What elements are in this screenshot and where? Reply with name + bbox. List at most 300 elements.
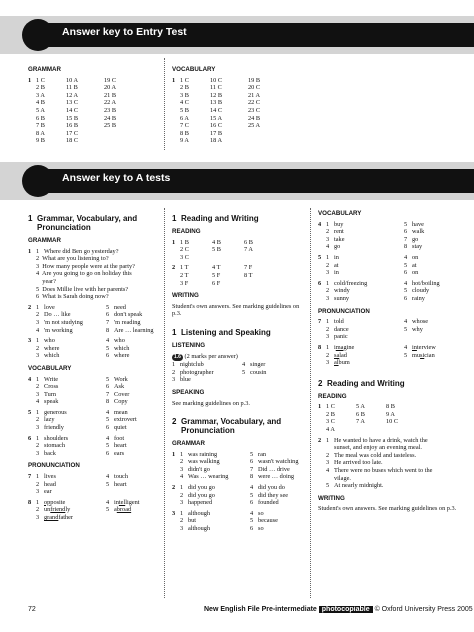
answer-cell [212, 254, 244, 262]
answer-row [28, 99, 158, 107]
answer-cell: 6 [404, 294, 408, 302]
answer-cell: 4 [326, 243, 330, 251]
answer-cell [404, 333, 412, 341]
answer-cell: 2 C [180, 246, 189, 254]
answer-cell [248, 137, 282, 145]
answer-cell [28, 130, 36, 138]
answer-cell: 7 A [356, 418, 365, 426]
grammar-heading: GRAMMAR [172, 440, 205, 448]
answer-row [318, 411, 458, 419]
answer-cell [318, 228, 326, 236]
answer-cell: 11 C [210, 84, 222, 92]
answer-cell: 2 [326, 228, 330, 236]
answer-row [28, 107, 158, 115]
entry-vocabulary [172, 66, 302, 145]
answer-cell [318, 411, 326, 419]
copyright: © Oxford University Press 2005 [374, 606, 473, 613]
answer-cell: which [44, 352, 60, 360]
answer-list [318, 437, 458, 490]
answer-cell: did they see [258, 491, 289, 499]
pronunciation-heading: PRONUNCIATION [318, 307, 370, 315]
answer-cell: 6 B [36, 114, 45, 122]
answer-row [172, 107, 302, 115]
answer-cell [172, 130, 180, 138]
writing-heading: WRITING [172, 292, 199, 300]
answer-cell: 3 C [326, 418, 335, 426]
section-heading: 1 Listening and Speaking [172, 327, 271, 337]
answer-cell [172, 115, 180, 123]
answer-cell: 2 [36, 442, 40, 450]
divider [310, 208, 311, 598]
answer-list [318, 318, 458, 341]
section-heading: 1 Grammar, Vocabulary, and Pronunciation [28, 214, 138, 232]
speaking-heading: SPEAKING [172, 388, 205, 396]
answer-cell: 7 [404, 235, 408, 243]
section-heading: 2 Reading and Writing [318, 378, 405, 388]
answer-list [318, 280, 458, 303]
answer-cell: cold/freezing [334, 279, 368, 287]
answer-cell: He arrived too late. [334, 459, 383, 467]
answer-cell: 3 [326, 269, 330, 277]
answer-cell [318, 236, 326, 244]
writing-text: Student's own answers. See marking guidelines on p.3. [318, 505, 457, 513]
answer-cell: 6 B [356, 410, 365, 418]
answer-cell [318, 467, 326, 475]
answer-cell [28, 416, 36, 424]
answer-cell [172, 84, 180, 92]
answer-cell: mean [114, 408, 128, 416]
answer-cell: stay [412, 243, 423, 251]
entry-vocab-heading: VOCABULARY [172, 66, 216, 73]
answer-cell: 1 [172, 76, 176, 84]
answer-cell: Are … learning [114, 326, 154, 334]
answer-cell [172, 137, 180, 145]
answer-cell: sunset, and enjoy an evening meal. [334, 444, 422, 452]
answer-cell: 6 [106, 449, 110, 457]
answer-cell: 18 C [66, 137, 79, 145]
answer-cell: year? [36, 277, 56, 285]
column-1 [28, 210, 162, 522]
answer-cell [326, 444, 334, 452]
answer-cell: didn't go [188, 465, 210, 473]
answer-cell [28, 398, 36, 406]
entry-grammar-rows [28, 77, 158, 145]
answer-cell: Do … like [44, 311, 71, 319]
answer-cell: 1 [180, 509, 184, 517]
answer-cell: touch [114, 473, 128, 481]
answer-cell: 4 [250, 509, 254, 517]
answer-cell: 5 [106, 344, 110, 352]
answer-row [172, 280, 306, 288]
audio-track-badge: 1.6 [174, 353, 181, 360]
answer-row: 1 1 Where did Ben go yesterday? [28, 247, 119, 255]
answer-cell: 2 [36, 383, 40, 391]
answer-cell [28, 345, 36, 353]
answer-cell: friendly [44, 424, 64, 432]
answer-cell [104, 137, 138, 145]
answer-cell [28, 424, 36, 432]
answer-cell: 2 [326, 287, 330, 295]
answer-cell: 2 [326, 451, 330, 459]
answer-cell: 6 [318, 279, 322, 287]
answer-cell [172, 517, 180, 525]
answer-cell: 1 C [326, 403, 335, 411]
answer-cell [172, 492, 180, 500]
answer-cell: panic [334, 333, 348, 341]
answer-cell: 4 [326, 467, 330, 475]
answer-list [172, 239, 306, 262]
answer-cell: 1 [172, 450, 176, 458]
answer-cell: At nearly midnight. [334, 482, 384, 490]
answer-list [28, 304, 162, 334]
answer-cell: The meal was cold and tasteless. [334, 451, 417, 459]
answer-cell [318, 482, 326, 490]
answer-cell: lives [44, 473, 56, 481]
answer-cell [172, 499, 180, 507]
answer-cell: 5 [28, 408, 32, 416]
answer-list [172, 264, 306, 287]
answer-cell: vilage. [334, 474, 351, 482]
answer-cell: 4 Are you going to go on holiday this [36, 270, 132, 278]
answer-cell [28, 352, 36, 360]
answer-cell: 8 B [180, 129, 189, 137]
answer-cell: 5 [250, 450, 254, 458]
answer-cell [172, 272, 180, 280]
answer-cell: 2 [172, 264, 176, 272]
answer-cell: 6 [250, 525, 254, 533]
answer-cell: 3 [36, 424, 40, 432]
answer-cell [172, 92, 180, 100]
answer-cell: 2 [28, 303, 32, 311]
answer-cell: 19 C [104, 76, 117, 84]
answer-row [318, 403, 458, 411]
answer-cell: were … doing [258, 473, 295, 481]
answer-cell: 6 [106, 424, 110, 432]
answer-cell [106, 488, 114, 496]
answer-cell [28, 488, 36, 496]
answer-cell: 3 [180, 525, 184, 533]
answer-cell: 1 T [180, 264, 189, 272]
page-number: 72 [28, 606, 36, 613]
answer-cell: don't speak [114, 311, 143, 319]
answer-cell: 8 [106, 326, 110, 334]
answer-list [28, 473, 162, 496]
footer-credit [204, 606, 473, 613]
answer-cell: 13 C [66, 99, 79, 107]
answer-row [318, 452, 458, 460]
answer-cell: 23 C [248, 106, 261, 114]
answer-cell: at [412, 261, 417, 269]
answer-cell: love [44, 303, 55, 311]
answer-row [28, 122, 158, 130]
answer-cell: singer [250, 361, 266, 369]
answer-cell [28, 99, 36, 107]
answer-cell: 4 C [180, 99, 189, 107]
answer-cell: 6 [106, 352, 110, 360]
answer-cell [114, 488, 162, 496]
answer-cell: 4 [180, 473, 184, 481]
answer-row [318, 426, 458, 434]
answer-cell: 1 [36, 473, 40, 481]
answer-cell: 2 [180, 491, 184, 499]
answer-cell: 4 [106, 408, 110, 416]
answer-cell: 3 [326, 459, 330, 467]
answer-cell: speak [44, 398, 59, 406]
answer-cell: 5 [250, 491, 254, 499]
answer-cell [356, 426, 386, 434]
divider [164, 58, 165, 150]
answer-cell [28, 319, 36, 327]
answer-cell [172, 99, 180, 107]
answer-cell: 2 B [326, 410, 335, 418]
answer-cell [104, 130, 138, 138]
answer-cell: 17 B [210, 129, 223, 137]
book-title: New English File Pre-intermediate [204, 606, 317, 613]
answer-cell: ear [44, 488, 52, 496]
answer-cell [28, 84, 36, 92]
answer-cell: 9 B [36, 137, 45, 145]
answer-cell: 6 [404, 269, 408, 277]
answer-cell: why [412, 325, 423, 333]
answer-cell [318, 326, 326, 334]
answer-cell: Cross [44, 383, 59, 391]
answer-cell: 20 A [104, 84, 117, 92]
writing-text: Student's own answers. See marking guidelines on p.3. [172, 302, 300, 318]
answer-cell: 4 [250, 484, 254, 492]
answer-cell: 2 T [180, 271, 189, 279]
column-3 [318, 210, 458, 513]
entry-test-band [0, 16, 474, 54]
answer-list [318, 221, 458, 251]
answer-cell: 2 [36, 344, 40, 352]
answer-cell: 3 [36, 390, 40, 398]
answer-cell [244, 280, 276, 288]
answer-cell: Did … drive [258, 465, 290, 473]
answer-cell [242, 376, 250, 384]
answer-cell [248, 130, 282, 138]
answer-cell: 2 [36, 416, 40, 424]
answer-cell: 4 T [212, 264, 221, 272]
answer-cell: 7 [250, 465, 254, 473]
reading-heading: READING [172, 228, 201, 235]
answer-cell: 3 F [180, 279, 189, 287]
answer-row [318, 418, 458, 426]
answer-cell: 1 C [180, 76, 189, 84]
answer-cell: sunny [334, 294, 350, 302]
stress-list: 8 1 imagine 4 interview 2 salad 5 musician 3 album [318, 343, 436, 367]
answer-cell: 8 [404, 243, 408, 251]
answer-row [318, 437, 458, 445]
answer-cell: 5 [106, 416, 110, 424]
answer-cell [318, 295, 326, 303]
answer-cell: 2 [326, 325, 330, 333]
answer-row [318, 444, 458, 452]
entry-grammar [28, 66, 158, 145]
vocabulary-heading: VOCABULARY [28, 364, 72, 372]
answer-cell: 12 A [66, 91, 79, 99]
answer-cell: 4 [404, 253, 408, 261]
answer-cell: 18 A [210, 137, 223, 145]
answer-list [172, 484, 306, 507]
answer-cell: 4 [106, 473, 110, 481]
answer-cell: in [334, 269, 339, 277]
answer-cell: 4 [36, 326, 40, 334]
answer-row [172, 99, 302, 107]
answer-cell: told [334, 318, 344, 326]
answer-list [28, 255, 162, 301]
answer-cell: 1 [326, 436, 330, 444]
answer-row [172, 264, 306, 272]
answer-cell: Ask [114, 383, 125, 391]
answer-cell: quiet [114, 424, 127, 432]
answer-cell: 3 [36, 352, 40, 360]
answer-cell [172, 473, 180, 481]
entry-test-title: Answer key to Entry Test [62, 26, 187, 38]
answer-row [318, 482, 458, 490]
answer-cell: was walking [188, 458, 220, 466]
answer-cell: 2 What are you listening to? [36, 255, 109, 263]
answer-cell: which [114, 344, 130, 352]
answer-cell: 4 B [36, 99, 45, 107]
answer-cell: 1 [36, 408, 40, 416]
answer-cell: 7 A [244, 246, 253, 254]
answer-cell [28, 327, 36, 335]
answer-cell: 12 B [210, 91, 223, 99]
answer-cell: nightclub [180, 361, 204, 369]
answer-cell: dance [334, 325, 349, 333]
answer-cell: 7 [28, 473, 32, 481]
answer-cell: 21 B [104, 91, 117, 99]
answer-cell [172, 280, 180, 288]
answer-cell: 2 [36, 311, 40, 319]
answer-cell: 17 C [66, 129, 79, 137]
answer-cell: 7 [106, 318, 110, 326]
answer-cell: ears [114, 449, 125, 457]
answer-cell: rainy [412, 294, 425, 302]
answer-cell: 4 [242, 361, 246, 369]
answer-cell [244, 254, 276, 262]
answer-cell [386, 426, 416, 434]
answer-cell: have [412, 220, 424, 228]
answer-list [318, 403, 458, 433]
answer-cell [172, 254, 180, 262]
answer-list [172, 510, 306, 533]
answer-cell: 5 [250, 517, 254, 525]
answer-row [28, 77, 158, 85]
answer-cell: generous [44, 408, 67, 416]
answer-cell: 2 [180, 517, 184, 525]
answer-cell: head [44, 480, 56, 488]
answer-row [28, 130, 158, 138]
answer-cell [28, 115, 36, 123]
answer-cell: 7 F [244, 264, 253, 272]
answer-cell [28, 481, 36, 489]
answer-cell: 2 [180, 458, 184, 466]
answer-cell: 4 [106, 337, 110, 345]
answer-cell: where [114, 352, 130, 360]
answer-row [172, 84, 302, 92]
answer-cell [318, 444, 326, 452]
answer-cell: 4 [28, 375, 32, 383]
answer-cell: cloudy [412, 287, 430, 295]
section-heading: 2 Grammar, Vocabulary, and Pronunciation [172, 417, 282, 436]
photocopiable-badge: photocopiable [319, 606, 373, 613]
answer-cell: 2 B [180, 84, 189, 92]
answer-cell: so [258, 509, 264, 517]
answer-cell: photographer [180, 368, 214, 376]
answer-cell: 4 [106, 434, 110, 442]
answer-row [172, 130, 302, 138]
answer-cell: 3 [180, 465, 184, 473]
answer-cell: 5 [106, 303, 110, 311]
answer-cell: because [258, 517, 278, 525]
answer-cell: 1 [172, 238, 176, 246]
answer-cell: 8 T [244, 271, 253, 279]
answer-cell: 13 B [210, 99, 223, 107]
answer-cell: 9 A [180, 137, 189, 145]
answer-cell: 7 B [36, 122, 45, 130]
answer-cell: windy [334, 287, 350, 295]
answer-cell: Turn [44, 390, 57, 398]
grammar-heading: GRAMMAR [28, 237, 61, 244]
answer-cell: did you go [188, 484, 215, 492]
answer-cell: 3 [36, 318, 40, 326]
answer-cell: 4 B [212, 238, 221, 246]
answer-cell: 7 [318, 318, 322, 326]
answer-row [172, 272, 306, 280]
answer-cell: 3 [36, 449, 40, 457]
answer-cell [28, 92, 36, 100]
answer-cell: 6 F [212, 279, 221, 287]
answer-cell: 10 C [210, 76, 223, 84]
answer-cell: 25 B [104, 122, 117, 130]
reading-heading: READING [318, 392, 347, 400]
answer-cell: 15 B [66, 114, 79, 122]
answer-cell: shoulders [44, 434, 69, 442]
answer-list [172, 361, 306, 384]
answer-cell: did you go [188, 491, 215, 499]
answer-cell: 6 A [180, 114, 189, 122]
answer-cell: 22 A [104, 99, 117, 107]
answer-cell: 5 [242, 368, 246, 376]
answer-cell [28, 311, 36, 319]
answer-cell: 1 [36, 375, 40, 383]
answer-cell: 3 [28, 337, 32, 345]
answer-list [28, 435, 162, 458]
answer-cell: 5 Does Millie live with her parents? [36, 285, 129, 293]
answer-cell: who [44, 337, 55, 345]
answer-cell: need [114, 303, 126, 311]
answer-cell: 3 How many people were at the party? [36, 262, 135, 270]
answer-cell: 5 [404, 261, 408, 269]
answer-cell: 6 [106, 383, 110, 391]
answer-list [28, 337, 162, 360]
answer-row [172, 92, 302, 100]
answer-cell: 6 [250, 499, 254, 507]
answer-row [172, 239, 306, 247]
answer-cell: did you do [258, 484, 285, 492]
answer-row [172, 122, 302, 130]
answer-cell: 'm reading [114, 318, 141, 326]
answer-cell: 1 C [36, 76, 45, 84]
answer-cell: Work [114, 375, 128, 383]
column-2 [172, 210, 306, 533]
answer-cell: 11 B [66, 84, 78, 92]
answer-cell: Cover [114, 390, 130, 398]
answer-cell [28, 107, 36, 115]
answer-cell [28, 450, 36, 458]
answer-cell: 16 B [66, 122, 79, 130]
